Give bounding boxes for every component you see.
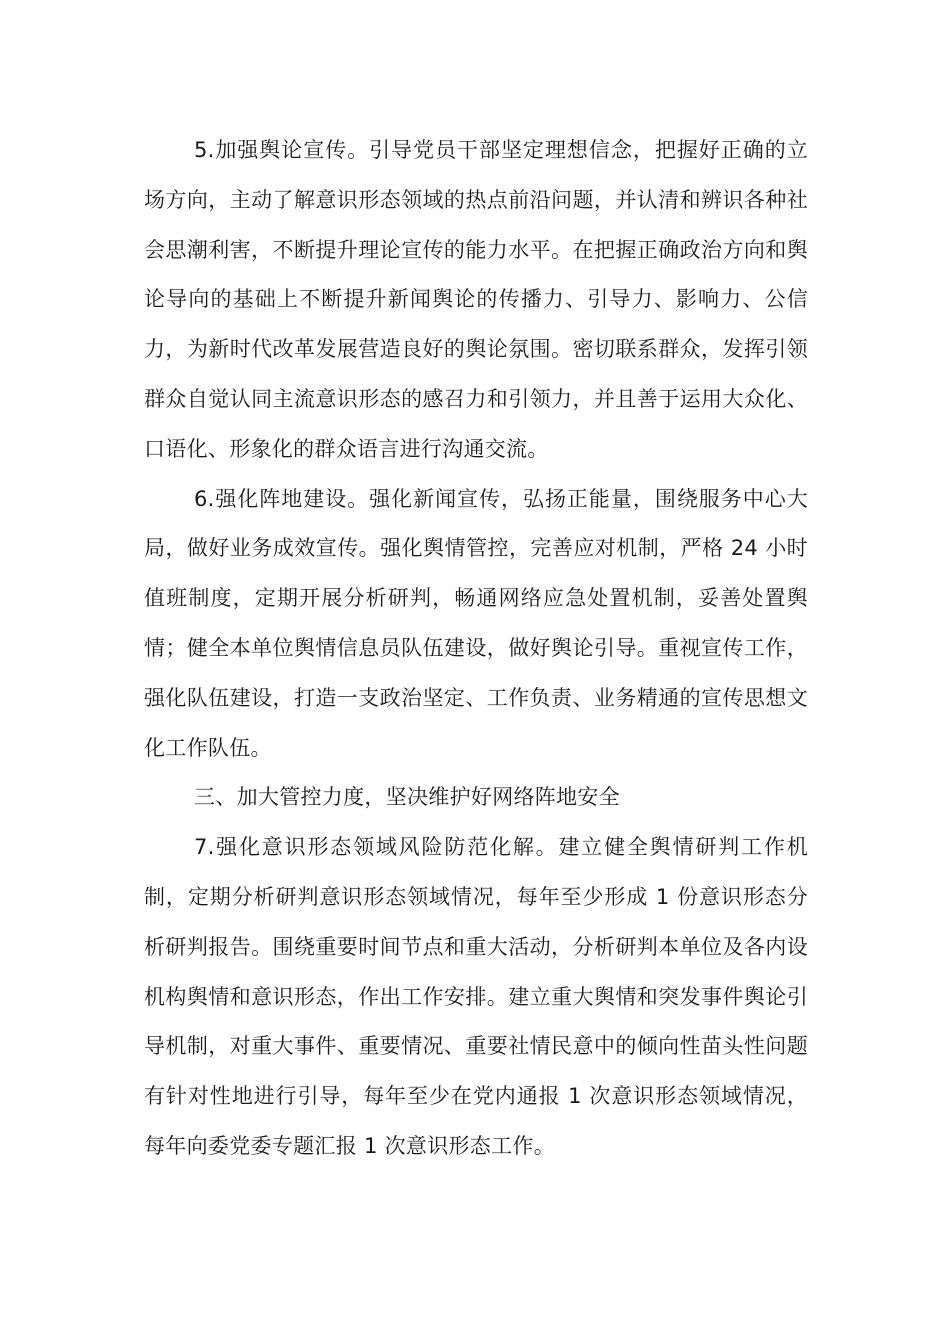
section-heading-3: 三、加大管控力度，坚决维护好网络阵地安全 bbox=[194, 785, 620, 810]
document-body bbox=[144, 126, 808, 1172]
paragraph-item-6: 6.强化阵地建设。强化新闻宣传，弘扬正能量，围绕服务中心大局，做好业务成效宣传。强化舆情管控，完善应对机制，严格 24 小时值班制度，定期开展分析研判，畅通网络应急处置机制，妥善处置舆情；健全本单位舆情信息员队伍建设，做好舆论引导。重视宣传工作，强化队伍建设，打造一支政治坚定、工作负责、业务精通的宣传思想文化工作队伍。 bbox=[144, 486, 808, 760]
paragraph-item-7: 7.强化意识形态领域风险防范化解。建立健全舆情研判工作机制，定期分析研判意识形态领域情况，每年至少形成 1 份意识形态分析研判报告。围绕重要时间节点和重大活动，分析研判本单位及各内设机构舆情和意识形态，作出工作安排。建立重大舆情和突发事件舆论引导机制，对重大事件、重要情况、重要社情民意中的倾向性苗头性问题有针对性地进行引导，每年至少在党内通报 1 次意识形态领域情况，每年向委党委专题汇报 1 次意识形态工作。 bbox=[144, 835, 808, 1158]
paragraph-item-5: 5.加强舆论宣传。引导党员干部坚定理想信念，把握好正确的立场方向，主动了解意识形态领域的热点前沿问题，并认清和辨识各种社会思潮利害，不断提升理论宣传的能力水平。在把握正确政治方向和舆论导向的基础上不断提升新闻舆论的传播力、引导力、影响力、公信力，为新时代改革发展营造良好的舆论氛围。密切联系群众，发挥引领群众自觉认同主流意识形态的感召力和引领力，并且善于运用大众化、口语化、形象化的群众语言进行沟通交流。 bbox=[144, 138, 808, 461]
